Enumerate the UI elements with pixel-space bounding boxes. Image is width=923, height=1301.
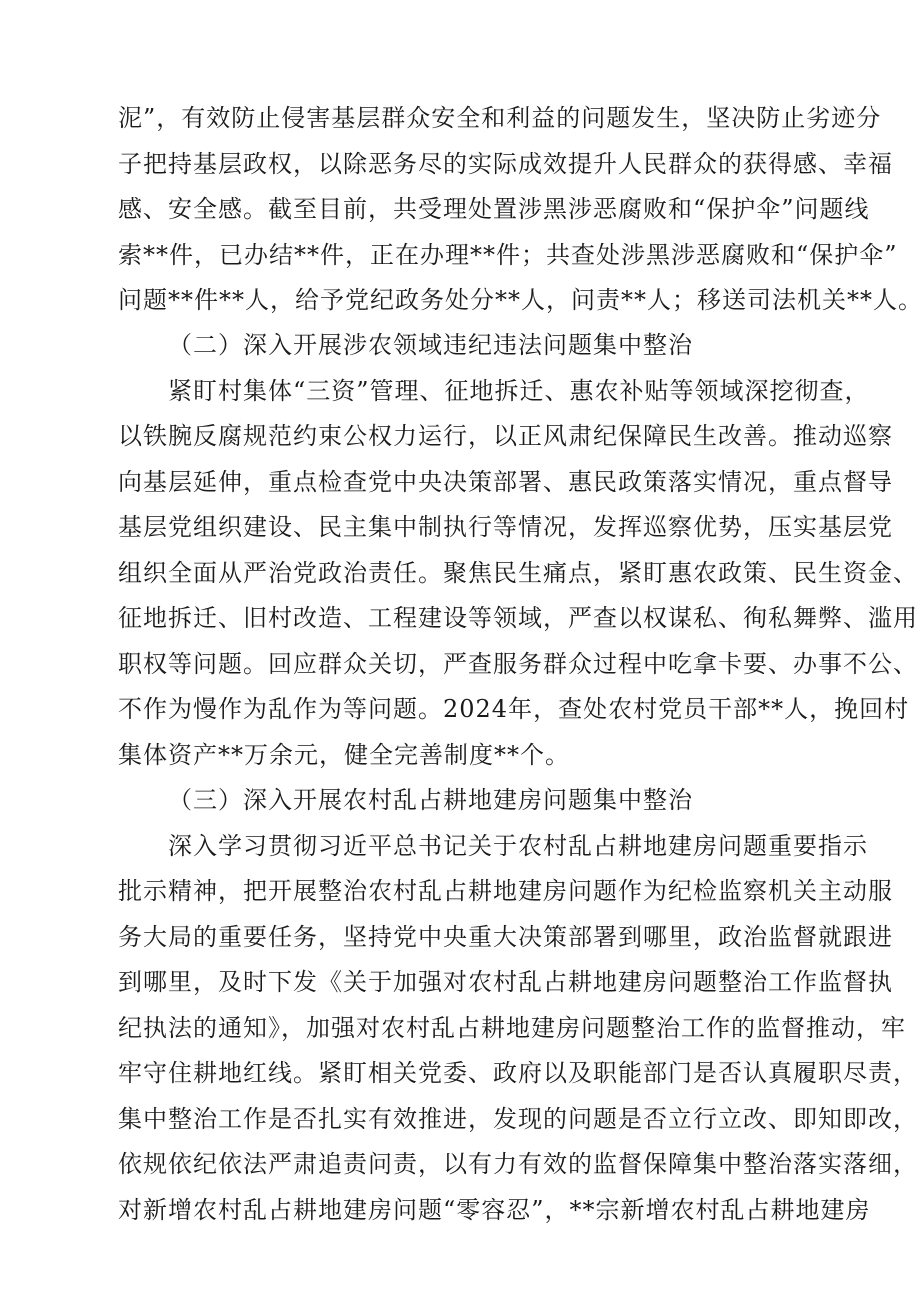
body-text-line: 对新增农村乱占耕地建房问题“零容忍”，**宗新增农村乱占耕地建房 bbox=[118, 1196, 871, 1224]
body-text-line: 索**件，已办结**件，正在办理**件；共查处涉黑涉恶腐败和“保护伞” bbox=[118, 241, 898, 269]
body-text-line: 到哪里，及时下发《关于加强对农村乱占耕地建房问题整治工作监督执 bbox=[118, 968, 893, 996]
body-text-line: 纪执法的通知》，加强对农村乱占耕地建房问题整治工作的监督推动，牢 bbox=[118, 1014, 906, 1042]
body-text-line: 基层党组织建设、民主集中制执行等情况，发挥巡察优势，压实基层党 bbox=[118, 513, 893, 541]
body-text-line: 不作为慢作为乱作为等问题。2024年，查处农村党员干部**人，挽回村 bbox=[118, 695, 910, 723]
body-text-line: 务大局的重要任务，坚持党中央重大决策部署到哪里，政治监督就跟进 bbox=[118, 923, 893, 951]
body-text-line: 集中整治工作是否扎实有效推进，发现的问题是否立行立改、即知即改， bbox=[118, 1105, 918, 1133]
body-text-line: 深入学习贯彻习近平总书记关于农村乱占耕地建房问题重要指示 bbox=[168, 832, 868, 860]
body-text-line: 紧盯村集体“三资”管理、征地拆迁、惠农补贴等领域深挖彻查， bbox=[168, 377, 870, 405]
body-text-line: 征地拆迁、旧村改造、工程建设等领域，严查以权谋私、徇私舞弊、滥用 bbox=[118, 604, 918, 632]
body-text-line: 问题**件**人，给予党纪政务处分**人，问责**人；移送司法机关**人。 bbox=[118, 286, 923, 314]
body-text-line: 子把持基层政权，以除恶务尽的实际成效提升人民群众的获得感、幸福 bbox=[118, 150, 893, 178]
body-text-line: 组织全面从严治党政治责任。聚焦民生痛点，紧盯惠农政策、民生资金、 bbox=[118, 559, 918, 587]
body-text-line: 集体资产**万余元，健全完善制度**个。 bbox=[118, 741, 570, 769]
body-text-line: 批示精神，把开展整治农村乱占耕地建房问题作为纪检监察机关主动服 bbox=[118, 877, 893, 905]
body-text-line: 向基层延伸，重点检查党中央决策部署、惠民政策落实情况，重点督导 bbox=[118, 468, 893, 496]
body-text-line: 泥”，有效防止侵害基层群众安全和利益的问题发生，坚决防止劣迹分 bbox=[118, 104, 882, 132]
body-text-line: 以铁腕反腐规范约束公权力运行，以正风肃纪保障民生改善。推动巡察 bbox=[118, 422, 893, 450]
body-text-line: 牢守住耕地红线。紧盯相关党委、政府以及职能部门是否认真履职尽责， bbox=[118, 1059, 918, 1087]
body-text-line: 职权等问题。回应群众关切，严查服务群众过程中吃拿卡要、办事不公、 bbox=[118, 650, 918, 678]
body-text-line: 依规依纪依法严肃追责问责，以有力有效的监督保障集中整治落实落细， bbox=[118, 1150, 918, 1178]
section-heading-3: （三）深入开展农村乱占耕地建房问题集中整治 bbox=[168, 786, 693, 814]
section-heading-2: （二）深入开展涉农领域违纪违法问题集中整治 bbox=[168, 331, 693, 359]
body-text-line: 感、安全感。截至目前，共受理处置涉黑涉恶腐败和“保护伞”问题线 bbox=[118, 195, 870, 223]
